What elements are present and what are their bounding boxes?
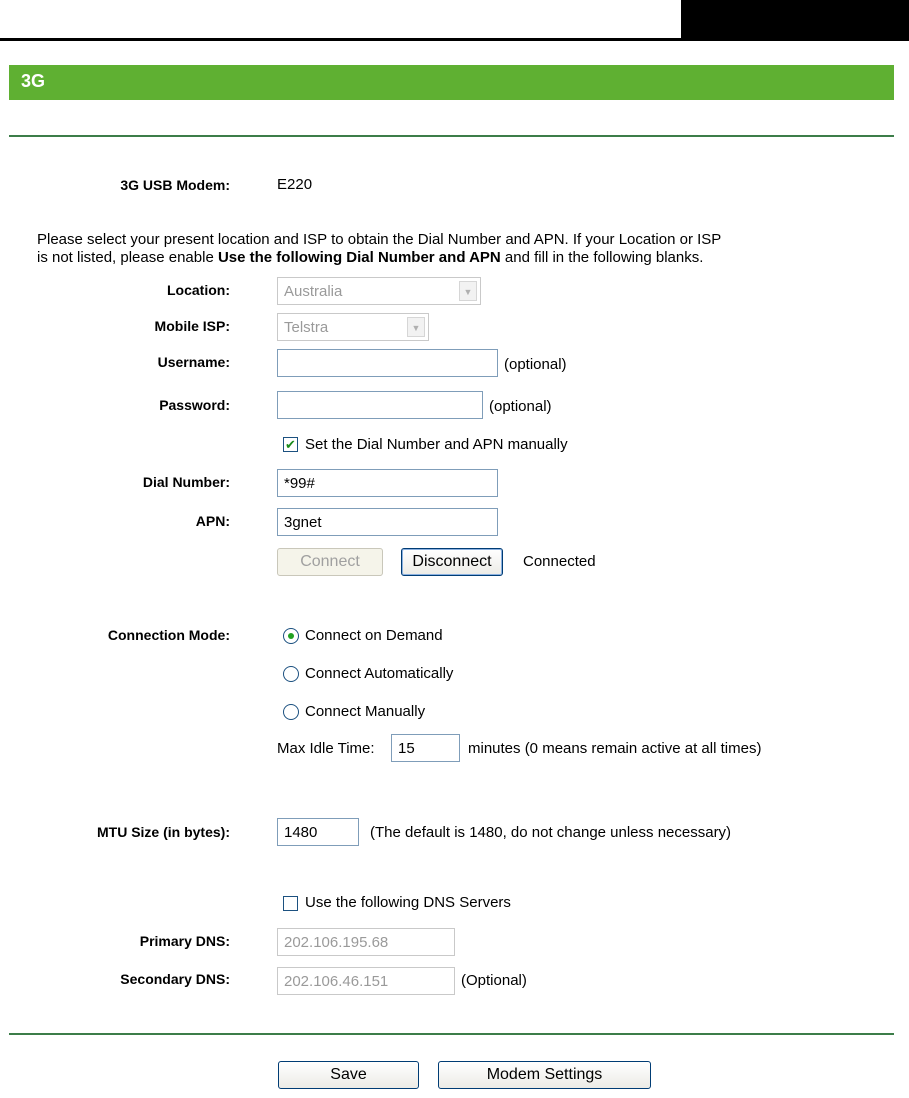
mode-option-manually: Connect Manually — [305, 703, 426, 720]
disconnect-button[interactable]: Disconnect — [401, 548, 503, 576]
mode-option-automatically: Connect Automatically — [305, 665, 454, 682]
dial-number-field[interactable] — [277, 469, 498, 497]
bottom-separator — [9, 1033, 894, 1035]
primary-dns-label: Primary DNS: — [139, 933, 230, 949]
max-idle-field[interactable] — [391, 734, 460, 762]
isp-select[interactable] — [277, 313, 429, 341]
intro-text-end: and fill in the following blanks. — [500, 249, 704, 266]
password-label: Password: — [159, 397, 230, 413]
location-select[interactable] — [277, 277, 481, 305]
mtu-label: MTU Size (in bytes): — [96, 824, 230, 840]
connection-status: Connected — [523, 553, 596, 570]
dial-label: Dial Number: — [142, 474, 230, 490]
max-idle-note: minutes (0 means remain active at all times) — [468, 740, 762, 757]
radio-connect-manually[interactable] — [283, 704, 299, 720]
isp-label: Mobile ISP: — [154, 318, 230, 334]
max-idle-label: Max Idle Time: — [277, 740, 375, 757]
intro-emphasis: Use the following Dial Number and APN — [217, 249, 501, 266]
intro-text: is not listed, please enable — [37, 249, 218, 266]
chevron-down-icon: ▼ — [407, 317, 425, 337]
secondary-dns-note: (Optional) — [461, 972, 527, 989]
connect-button[interactable]: Connect — [277, 548, 383, 576]
mode-option-on-demand: Connect on Demand — [305, 627, 443, 644]
secondary-dns-label: Secondary DNS: — [120, 971, 230, 987]
username-note: (optional) — [504, 356, 567, 373]
dns-toggle-label: Use the following DNS Servers — [305, 894, 511, 911]
intro-line-2 — [37, 249, 703, 266]
header-block — [681, 0, 909, 38]
dns-checkbox[interactable] — [283, 896, 298, 911]
manual-label: Set the Dial Number and APN manually — [305, 436, 568, 453]
top-separator — [9, 135, 894, 137]
radio-selected-dot — [288, 633, 294, 639]
manual-checkbox[interactable] — [283, 437, 298, 452]
mtu-field[interactable] — [277, 818, 359, 846]
radio-connect-automatically[interactable] — [283, 666, 299, 682]
password-note: (optional) — [489, 398, 552, 415]
isp-value: Telstra — [284, 319, 329, 336]
check-icon: ✔ — [285, 437, 296, 452]
username-label: Username: — [157, 354, 230, 370]
password-field[interactable] — [277, 391, 483, 419]
connection-mode-label: Connection Mode: — [107, 627, 230, 643]
modem-settings-button[interactable]: Modem Settings — [438, 1061, 651, 1089]
username-field[interactable] — [277, 349, 498, 377]
modem-value: E220 — [277, 176, 313, 193]
location-label: Location: — [167, 282, 230, 298]
radio-connect-on-demand[interactable] — [283, 628, 299, 644]
apn-field[interactable] — [277, 508, 498, 536]
apn-label: APN: — [195, 513, 230, 529]
secondary-dns-field[interactable] — [277, 967, 455, 995]
save-button[interactable]: Save — [278, 1061, 419, 1089]
intro-line-1: Please select your present location and ISP to obtain the Dial Number and APN. If your Location or ISP — [37, 231, 722, 248]
location-value: Australia — [284, 283, 343, 300]
title-bar — [9, 65, 894, 100]
page-title: 3G — [21, 71, 46, 91]
primary-dns-field[interactable] — [277, 928, 455, 956]
mtu-note: (The default is 1480, do not change unless necessary) — [370, 824, 732, 841]
header-rule — [0, 38, 909, 41]
modem-label: 3G USB Modem: — [120, 177, 230, 193]
chevron-down-icon: ▼ — [459, 281, 477, 301]
